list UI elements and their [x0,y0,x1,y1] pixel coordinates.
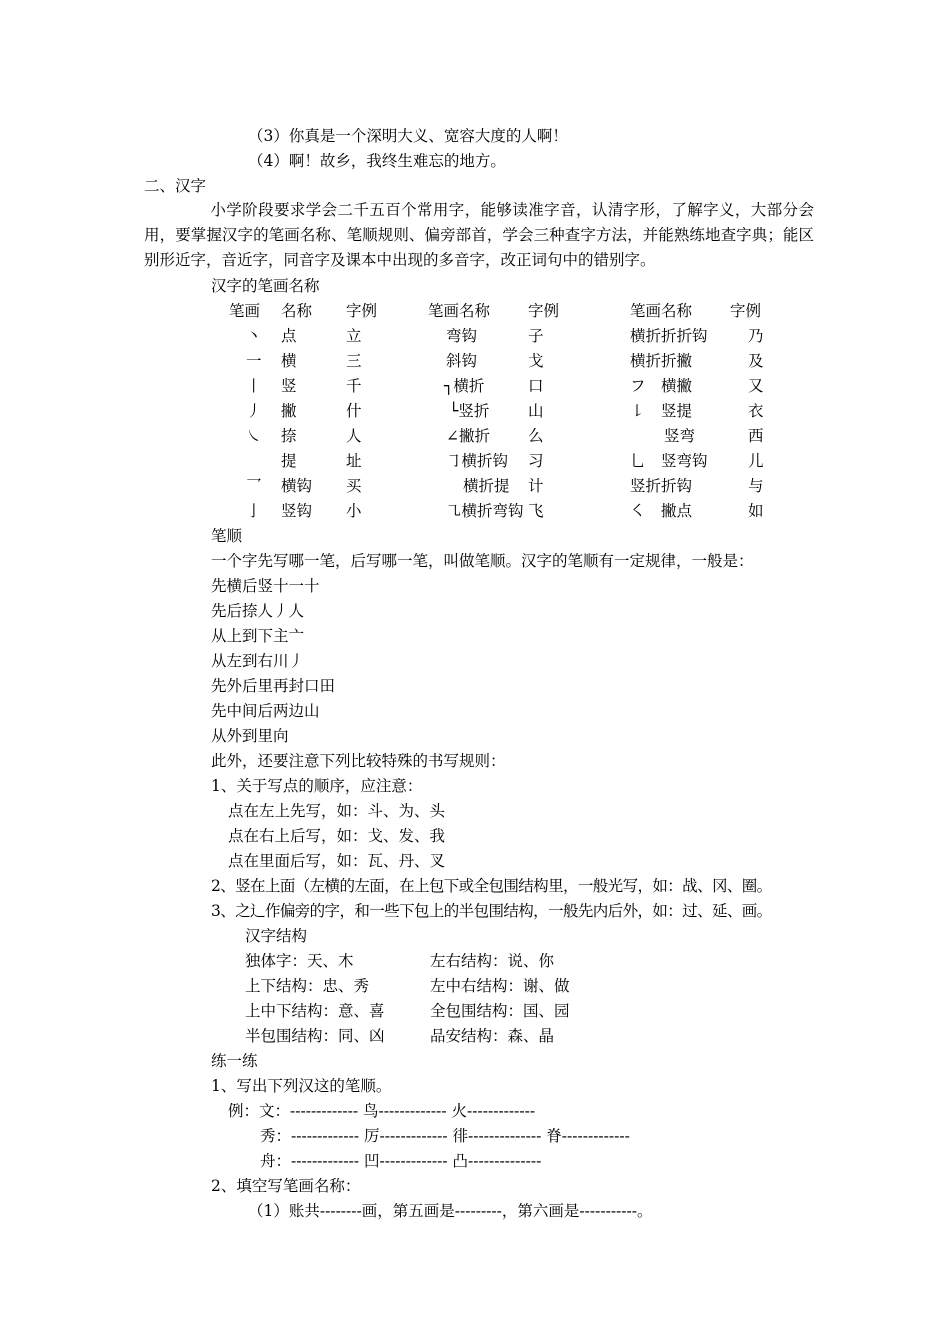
order-line: 此外，还要注意下列比较特殊的书写规则： [211,752,506,770]
order-line: 3、之辶作偏旁的字，和一些下包上的半包围结构，一般先内后外，如：过、延、画。 [211,902,772,920]
col1-name: 撇 [281,402,297,420]
col1-stroke: 丨 [246,377,262,395]
structure-item: 独体字：天、木 [245,952,354,970]
col3-example: 又 [748,377,764,395]
order-title: 笔顺 [211,527,243,545]
order-line: 一个字先写哪一笔，后写哪一笔，叫做笔顺。汉字的笔顺有一定规律，一般是： [211,552,754,570]
structure-item: 上下结构：忠、秀 [245,977,370,995]
col3-example: 衣 [748,402,764,420]
practice-title: 练一练 [211,1052,258,1070]
col2-example: 习 [528,452,544,470]
header-example-1: 字例 [346,302,378,320]
header-name-1: 名称 [281,302,313,320]
col1-example: 小 [346,502,362,520]
col3-example: 儿 [748,452,764,470]
order-line: 点在左上先写，如：斗、为、头 [228,802,446,820]
col2-name: 横折提 [463,477,510,495]
col3-name: ㇛ 撇点 [630,502,693,520]
col2-example: 口 [528,377,544,395]
col1-example: 千 [346,377,362,395]
col1-example: 立 [346,327,362,345]
order-line: 1、关于写点的顺序，应注意： [211,777,423,795]
col3-name: フ 横撇 [630,377,693,395]
structure-item: 半包围结构：同、凶 [245,1027,385,1045]
col1-name: 捺 [281,427,297,445]
strokes-title: 汉字的笔画名称 [211,277,320,295]
col2-name: ㇆横折钩 [446,452,509,470]
col3-example: 乃 [748,327,764,345]
structure-item: 上中下结构：意、喜 [245,1002,385,1020]
structure-item: 左右结构：说、你 [430,952,555,970]
col3-name: 横折折折钩 [630,327,708,345]
col1-stroke: 丿 [246,402,262,420]
col2-name: 弯钩 [446,327,478,345]
structure-title: 汉字结构 [245,927,308,945]
header-name-2: 笔画名称 [428,302,491,320]
order-line: 从上到下主亠 [211,627,305,645]
col1-name: 点 [281,327,297,345]
col2-name: ∠撇折 [446,427,490,445]
col1-example: 三 [346,352,362,370]
col2-name: ㇈横折弯钩 [446,502,524,520]
col1-stroke: 亅 [246,502,262,520]
col1-name: 竖 [281,377,297,395]
intro-line-3: （3）你真是一个深明大义、宽容大度的人啊！ [248,127,568,145]
order-line: 先中间后两边山 [211,702,320,720]
header-name-3: 笔画名称 [630,302,693,320]
col1-name: 竖钩 [281,502,313,520]
col2-name: └竖折 [449,402,490,420]
col1-example: 人 [346,427,362,445]
order-line: 先横后竖十一十 [211,577,320,595]
col2-name: ┐横折 [444,377,485,395]
practice-q1-line: 舟：------------- 凹------------- 凸-------------- [260,1152,542,1170]
col3-example: 与 [748,477,764,495]
col1-stroke: 乛 [246,477,262,495]
col2-example: 戈 [528,352,544,370]
section-heading: 二、汉字 [144,177,207,195]
order-line: 先后捺人丿人 [211,602,305,620]
order-line: 点在里面后写，如：瓦、丹、叉 [228,852,446,870]
structure-item: 品安结构：森、晶 [430,1027,555,1045]
col2-example: 么 [528,427,544,445]
col2-example: 计 [528,477,544,495]
col1-name: 横钩 [281,477,313,495]
practice-q1: 1、写出下列汉这的笔顺。 [211,1077,392,1095]
structure-item: 全包围结构：国、园 [430,1002,570,1020]
col3-name: 乚 竖弯钩 [630,452,708,470]
order-line: 点在右上后写，如：戈、发、我 [228,827,446,845]
col3-name: 竖折折钩 [630,477,693,495]
header-stroke-1: 笔画 [229,302,261,320]
col1-stroke: 丶 [246,327,262,345]
col2-name: 斜钩 [446,352,478,370]
practice-q2-line: （1）账共--------画，第五画是---------，第六画是-----------。 [248,1202,653,1220]
col3-example: 如 [748,502,764,520]
section-paragraph [144,198,814,273]
practice-q1-line: 例：文：------------- 鸟------------- 火------------- [228,1102,536,1120]
col1-stroke: 一 [246,352,262,370]
col1-example: 买 [346,477,362,495]
col3-name: ㇙ 竖提 [630,402,693,420]
col2-example: 山 [528,402,544,420]
col3-example: 西 [748,427,764,445]
col1-example: 址 [346,452,362,470]
section-paragraph-text: 小学阶段要求学会二千五百个常用字，能够读准字音，认清字形，了解字义，大部分会用，要掌握汉字的笔画名称、笔顺规则、偏旁部首，学会三种查字方法，并能熟练地查字典；能区别形近字，音近字，同音字及课本中出现的多音字，改正词句中的错别字。 [144,201,814,269]
col3-example: 及 [748,352,764,370]
structure-item: 左中右结构：谢、做 [430,977,570,995]
col1-name: 提 [281,452,297,470]
order-line: 从外到里向 [211,727,289,745]
col1-stroke: ㇏ [246,427,262,445]
col3-name: 横折折撇 [630,352,693,370]
practice-q1-line: 秀：------------- 厉------------- 徘-------------- 脊------------- [260,1127,630,1145]
order-line: 先外后里再封口田 [211,677,336,695]
header-example-2: 字例 [528,302,560,320]
col1-example: 什 [346,402,362,420]
col2-example: 子 [528,327,544,345]
col3-name: 竖弯 [664,427,696,445]
practice-q2: 2、填空写笔画名称： [211,1177,361,1195]
col2-example: 飞 [528,502,544,520]
order-line: 2、竖在上面（左横的左面，在上包下或全包围结构里，一般光写，如：战、冈、圈。 [211,877,772,895]
col1-name: 横 [281,352,297,370]
intro-line-4: （4）啊！故乡，我终生难忘的地方。 [248,152,506,170]
order-line: 从左到右川丿 [211,652,305,670]
header-example-3: 字例 [730,302,762,320]
